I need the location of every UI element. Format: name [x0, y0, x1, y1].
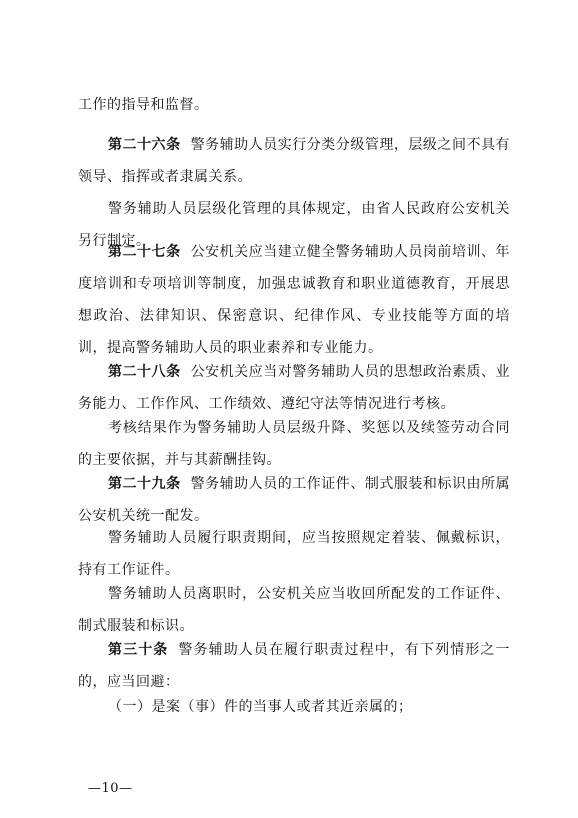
list-item-1 [78, 691, 510, 723]
article-body: 公安机关应当对警务辅助人员的思想政治素质、业务能力、工作作风、工作绩效、遵纪守法等情况进行考核。 [78, 364, 511, 412]
paragraph-continuation [78, 89, 510, 121]
paragraph-text: 警务辅助人员履行职责期间，应当按照规定着装、佩戴标识，持有工作证件。 [78, 530, 510, 578]
paragraph-assessment-results [78, 412, 510, 476]
article-heading: 第二十九条 [108, 476, 181, 492]
article-heading: 第二十七条 [108, 244, 181, 260]
paragraph-text: 工作的指导和监督。 [78, 97, 209, 113]
paragraph-resignation [78, 578, 510, 642]
paragraph-text: 警务辅助人员层级化管理的具体规定，由省人民政府公安机关另行制定。 [78, 201, 510, 249]
article-27 [78, 236, 510, 364]
article-heading: 第二十八条 [108, 364, 181, 380]
article-body: 警务辅助人员实行分类分级管理，层级之间不具有领导、指挥或者隶属关系。 [78, 137, 511, 185]
article-body: 警务辅助人员的工作证件、制式服装和标识由所属公安机关统一配发。 [78, 476, 511, 524]
list-item-text: （一）是案（事）件的当事人或者其近亲属的； [108, 699, 413, 715]
article-26 [78, 129, 510, 193]
article-body: 公安机关应当建立健全警务辅助人员岗前培训、年度培训和专项培训等制度，加强忠诚教育和职业道德教育，开展思想政治、法律知识、保密意识、纪律作风、专业技能等方面的培训，提高警务辅助人员的职业素养和专业能力。 [78, 244, 511, 356]
paragraph-text: 警务辅助人员离职时，公安机关应当收回所配发的工作证件、制式服装和标识。 [78, 586, 510, 634]
article-body: 警务辅助人员在履行职责过程中，有下列情形之一的，应当回避： [78, 642, 511, 690]
paragraph-text: 考核结果作为警务辅助人员层级升降、奖惩以及续签劳动合同的主要依据，并与其薪酬挂钩。 [78, 420, 510, 468]
article-28 [78, 356, 510, 420]
article-heading: 第二十六条 [108, 137, 181, 153]
article-heading: 第三十条 [108, 642, 169, 658]
page-number: —10— [88, 781, 133, 796]
paragraph-duty-attire [78, 522, 510, 586]
article-30 [78, 634, 510, 698]
